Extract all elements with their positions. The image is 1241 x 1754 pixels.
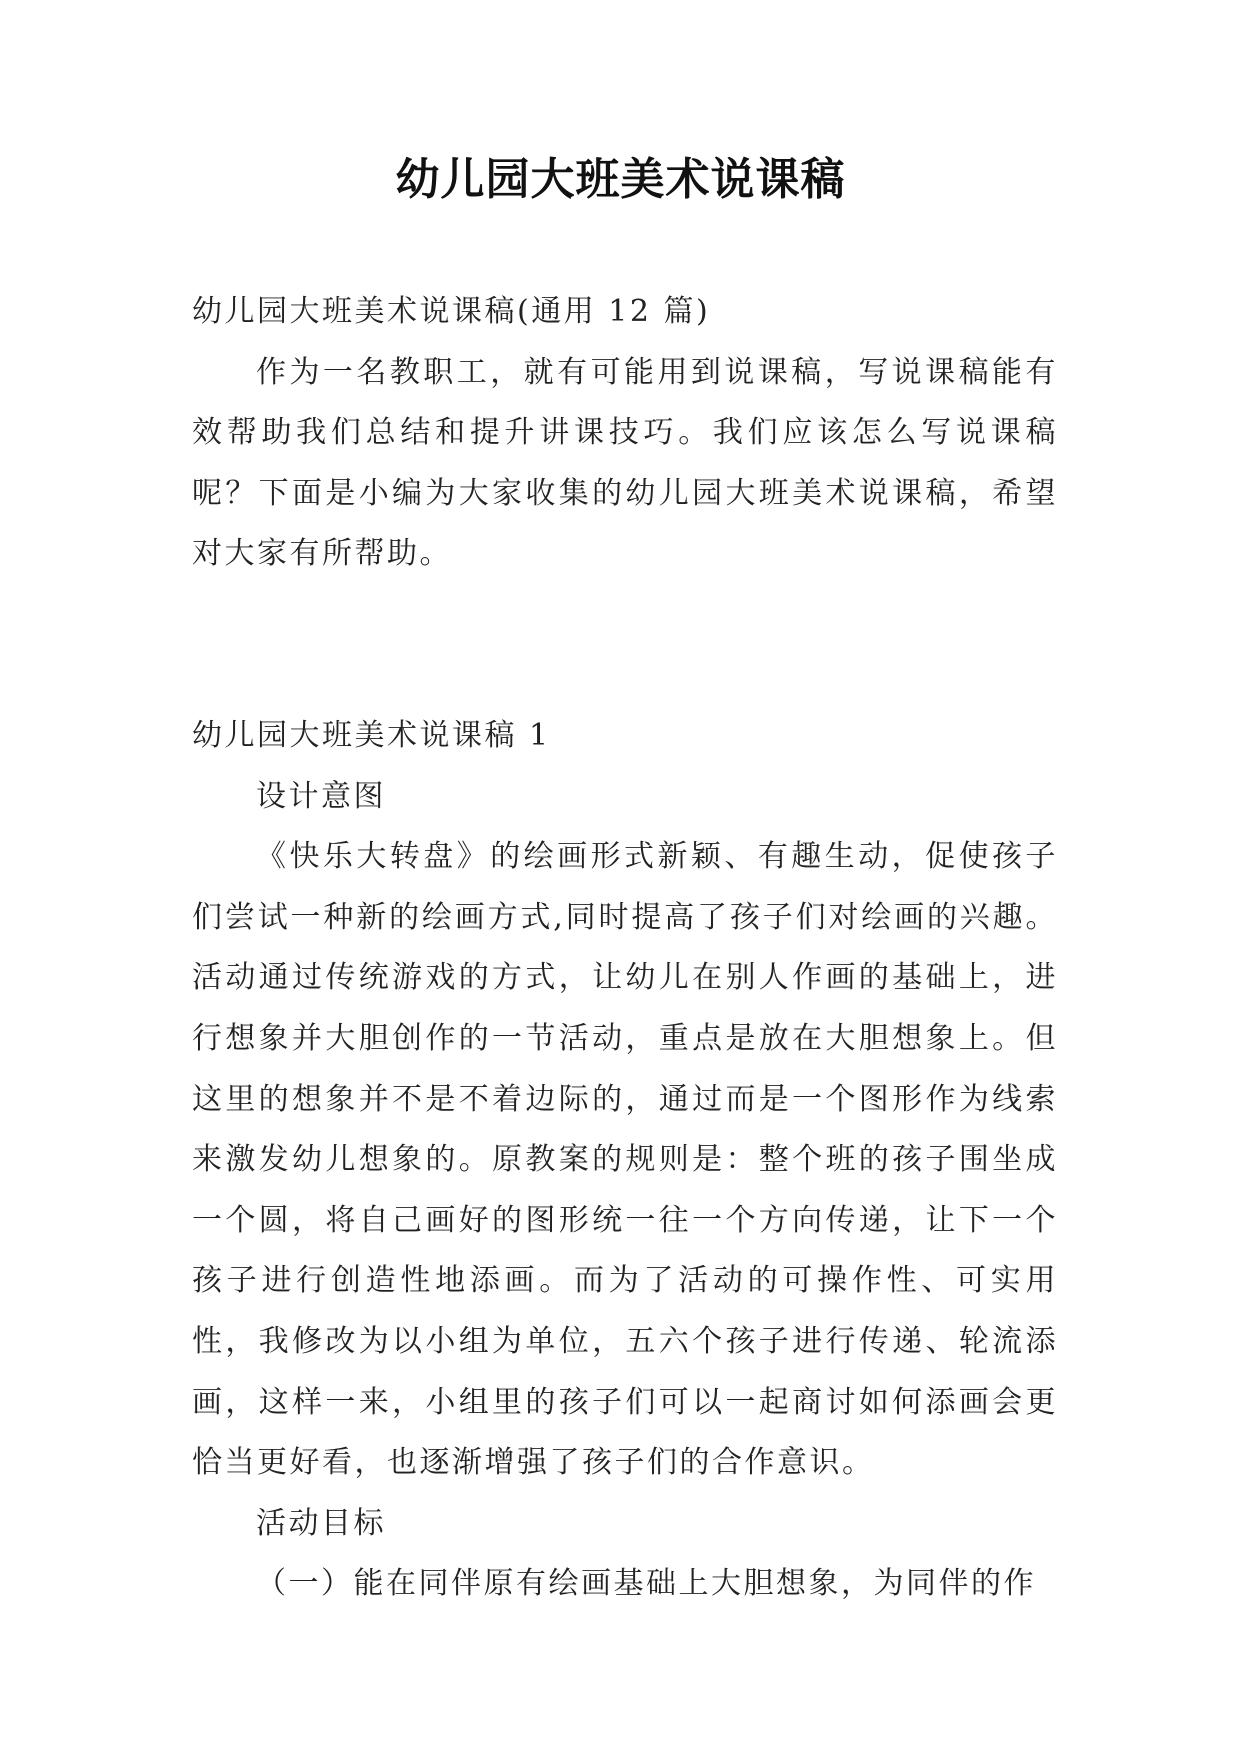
intro-paragraph: 作为一名教职工，就有可能用到说课稿，写说课稿能有效帮助我们总结和提升讲课技巧。我们应该怎么写说课稿呢？下面是小编为大家收集的幼儿园大班美术说课稿，希望对大家有所帮助。	[192, 354, 1058, 572]
activity-goal-item: （一）能在同伴原有绘画基础上大胆想象，为同伴的作	[256, 1566, 1036, 1602]
section-spacer	[192, 585, 1058, 706]
section-heading: 幼儿园大班美术说课稿 1	[192, 717, 551, 753]
document-subtitle: 幼儿园大班美术说课稿(通用 12 篇)	[192, 294, 711, 329]
document-title: 幼儿园大班美术说课稿	[395, 154, 846, 205]
document-body	[192, 282, 1058, 1615]
activity-goals-heading: 活动目标	[256, 1505, 386, 1541]
design-intent-paragraph: 《快乐大转盘》的绘画形式新颖、有趣生动，促使孩子们尝试一种新的绘画方式,同时提高了孩子们对绘画的兴趣。活动通过传统游戏的方式，让幼儿在别人作画的基础上，进行想象并大胆创作的一节活动，重点是放在大胆想象上。但这里的想象并不是不着边际的，通过而是一个图形作为线索来激发幼儿想象的。原教案的规则是：整个班的孩子围坐成一个圆，将自己画好的图形统一往一个方向传递，让下一个孩子进行创造性地添画。而为了活动的可操作性、可实用性，我修改为以小组为单位，五六个孩子进行传递、轮流添画，这样一来，小组里的孩子们可以一起商讨如何添画会更恰当更好看，也逐渐增强了孩子们的合作意识。	[192, 839, 1058, 1481]
design-intent-heading: 设计意图	[256, 778, 386, 814]
